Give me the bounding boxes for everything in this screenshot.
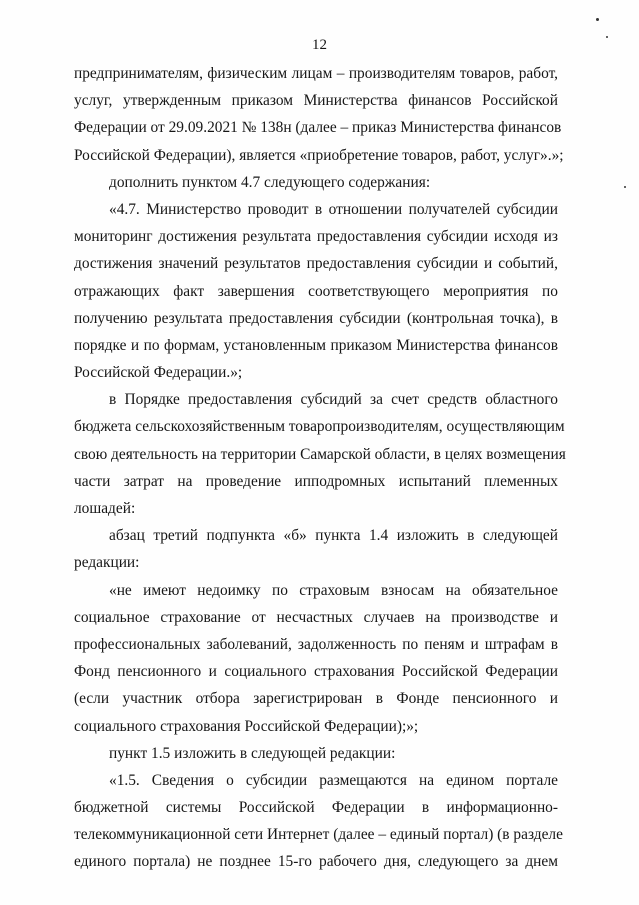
text-line: редакции: (74, 554, 140, 572)
text-line: телекоммуникационной сети Интернет (далее – единый портал) (в разделе (74, 826, 563, 844)
text-line: дополнить пунктом 4.7 следующего содержания: (109, 173, 431, 191)
text-line: абзац третий подпункта «б» пункта 1.4 изложить в следующей (109, 527, 558, 545)
text-line: профессиональных заболеваний, задолженность по пеням и штрафам в (74, 635, 558, 653)
text-line: свою деятельность на территории Самарской области, в целях возмещения (74, 445, 566, 463)
text-line: Российской Федерации), является «приобретение товаров, работ, услуг».»; (74, 146, 564, 164)
text-line: получению результата предоставления субсидии (контрольная точка), в (74, 309, 558, 327)
text-line: услуг, утвержденным приказом Министерства финансов Российской (74, 92, 558, 110)
text-line: (если участник отбора зарегистрирован в Фонде пенсионного и (74, 690, 558, 708)
text-line: социальное страхование от несчастных случаев на производстве и (74, 608, 558, 626)
scan-speck (624, 186, 626, 188)
scan-speck (596, 18, 599, 21)
text-line: бюджета сельскохозяйственным товаропроизводителям, осуществляющим (74, 418, 565, 436)
scan-speck (606, 36, 608, 38)
document-body (74, 60, 566, 876)
text-line: лошадей: (74, 500, 136, 517)
text-line: единого портала) не позднее 15-го рабочего дня, следующего за днем (74, 853, 558, 871)
text-line: Федерации от 29.09.2021 № 138н (далее – приказ Министерства финансов (74, 119, 562, 137)
text-line: мониторинг достижения результата предоставления субсидии исходя из (74, 228, 558, 246)
text-line: части затрат на проведение ипподромных испытаний племенных (74, 472, 558, 490)
text-line: «4.7. Министерство проводит в отношении получателей субсидии (109, 200, 558, 218)
text-line: достижения значений результатов предоставления субсидии и событий, (74, 255, 558, 273)
text-line: пункт 1.5 изложить в следующей редакции: (109, 744, 396, 762)
text-line: отражающих факт завершения соответствующего мероприятия по (74, 282, 558, 300)
text-line: социального страхования Российской Федерации);»; (74, 717, 419, 735)
page-number: 12 (312, 37, 327, 53)
text-line: порядке и по формам, установленным приказом Министерства финансов (74, 336, 558, 354)
text-line: предпринимателям, физическим лицам – производителям товаров, работ, (74, 65, 558, 82)
text-line: Российской Федерации.»; (74, 364, 243, 382)
text-line: «не имеют недоимку по страховым взносам на обязательное (109, 581, 558, 599)
text-line: бюджетной системы Российской Федерации в информационно- (74, 799, 558, 817)
text-line: в Порядке предоставления субсидий за счет средств областного (109, 391, 558, 409)
text-line: Фонд пенсионного и социального страхования Российской Федерации (74, 663, 558, 681)
text-line: «1.5. Сведения о субсидии размещаются на едином портале (109, 771, 558, 789)
